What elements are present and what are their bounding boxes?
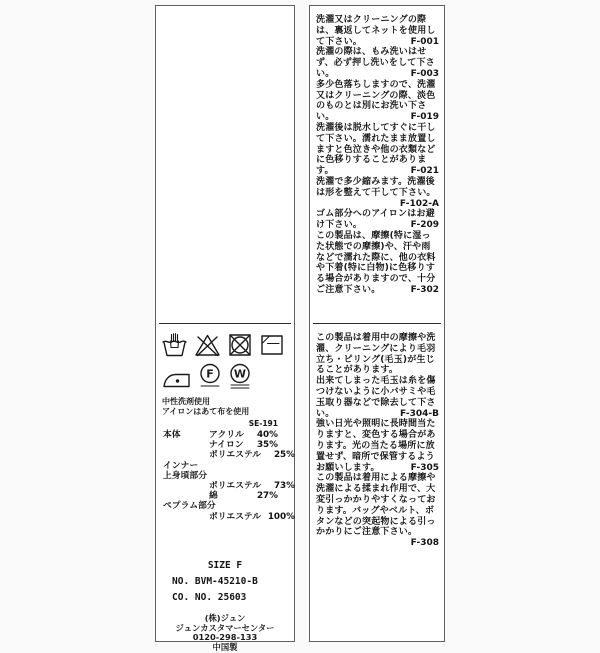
composition-row bbox=[163, 501, 290, 511]
company-name: (株)ジュン bbox=[204, 612, 246, 623]
care-text: この製品は、摩擦(特に湿った状態での摩擦)や、汗や雨などで濡れた際に、他の衣料や下着(特に白物)に色移りする場合がありますので、十分ご注意下さい。 bbox=[316, 230, 436, 295]
care-paragraph bbox=[316, 333, 439, 376]
composition-material: ナイロン bbox=[209, 440, 244, 451]
care-code: F-302 bbox=[410, 284, 439, 295]
iron-cloth-note: アイロンはあて布を使用 bbox=[162, 406, 250, 416]
care-paragraph bbox=[316, 231, 439, 296]
composition-row bbox=[163, 511, 295, 522]
composition-material: 綿 bbox=[209, 491, 218, 502]
do-not-bleach-icon bbox=[194, 332, 221, 358]
care-text-bottom-section bbox=[310, 324, 444, 641]
care-text-top-section bbox=[310, 6, 444, 323]
composition-material: アクリル bbox=[209, 430, 244, 440]
care-symbols-row-2 bbox=[160, 363, 290, 390]
composition-part bbox=[163, 491, 209, 501]
composition-row bbox=[163, 450, 295, 461]
composition-percent: 27% bbox=[256, 491, 278, 502]
care-paragraph bbox=[316, 419, 439, 473]
composition-row bbox=[163, 481, 295, 492]
care-notes bbox=[162, 397, 290, 416]
iron-low-icon bbox=[161, 368, 192, 390]
care-text: 洗濯の際は、もみ洗いはせず、必ず押し洗いをして下さい。 bbox=[316, 47, 435, 79]
composition-percent: 40% bbox=[256, 430, 278, 440]
care-text: 洗濯後は脱水してすぐに干して下さい。濡れたまま放置しますと色泣きや他の衣類などに色移りすることがあります。 bbox=[316, 122, 436, 177]
composition-percent bbox=[244, 501, 278, 511]
composition-row bbox=[163, 491, 290, 501]
composition-row bbox=[163, 440, 290, 450]
composition-percent bbox=[244, 461, 278, 471]
composition-part bbox=[163, 512, 209, 522]
care-code: F-021 bbox=[410, 166, 439, 177]
care-paragraph bbox=[316, 15, 439, 47]
composition-part bbox=[163, 450, 209, 460]
composition-part: 上身頃部分 bbox=[163, 470, 207, 481]
composition-row bbox=[163, 471, 290, 481]
care-paragraph bbox=[316, 177, 439, 209]
do-not-tumble-dry-icon bbox=[227, 332, 253, 358]
svg-text:W: W bbox=[233, 367, 247, 381]
composition-table bbox=[160, 430, 295, 522]
hand-wash-icon bbox=[161, 332, 188, 358]
composition-part bbox=[163, 481, 209, 491]
care-paragraph bbox=[316, 473, 439, 549]
composition-percent: 35% bbox=[256, 440, 278, 451]
phone-number: 0120-298-133 bbox=[192, 632, 258, 643]
care-text: 多少色落ちしますので、洗濯又はクリーニングの際、淡色のものとは別にお洗い下さい。 bbox=[316, 79, 436, 123]
care-code: F-305 bbox=[410, 462, 439, 473]
customer-center: ジュンカスタマーセンター bbox=[175, 622, 275, 633]
care-code: F-019 bbox=[410, 112, 439, 123]
svg-text:F: F bbox=[206, 367, 214, 381]
composition-part: インナー bbox=[163, 460, 199, 471]
composition-material bbox=[209, 501, 244, 511]
care-code: F-308 bbox=[410, 538, 439, 549]
composition-part: ペプラム部分 bbox=[163, 501, 216, 512]
care-code: F-102-A bbox=[399, 198, 439, 209]
ref-code: SE-191 bbox=[248, 419, 278, 428]
company-info bbox=[160, 614, 290, 653]
composition-material: ポリエステル bbox=[209, 481, 261, 492]
composition-row bbox=[163, 430, 290, 440]
composition-percent bbox=[244, 471, 278, 481]
co-number: CO. NO. 25603 bbox=[172, 591, 247, 603]
care-paragraph bbox=[316, 376, 439, 419]
item-number: NO. BVM-45210-B bbox=[172, 575, 258, 587]
care-code: F-209 bbox=[410, 220, 439, 231]
composition-material bbox=[209, 471, 244, 481]
composition-material: ポリエステル bbox=[209, 511, 261, 522]
care-text: 洗濯で多少縮みます。洗濯後は形を整えて干して下さい。 bbox=[316, 176, 436, 198]
dry-clean-f-icon bbox=[198, 363, 222, 390]
care-text: この製品は着用中の摩擦や洗濯、クリーニングにより毛羽立ち・ピリング(毛玉)が生じることがあります。 bbox=[316, 333, 436, 376]
composition-material bbox=[209, 461, 244, 471]
care-text: この製品は着用による摩擦や洗濯による揉まれ作用で、大変引っかかりやすくなっております。バッグやベルト、ボタンなどの突起物による引っかかりにご注意下さい。 bbox=[316, 473, 436, 538]
product-id-block bbox=[160, 558, 290, 606]
composition-percent: 25% bbox=[273, 450, 295, 461]
care-label-right-panel bbox=[309, 5, 445, 642]
care-symbols-row-1 bbox=[160, 332, 290, 358]
flat-dry-in-shade-icon bbox=[259, 332, 285, 358]
care-label-left-panel bbox=[155, 5, 295, 653]
care-text: 洗濯又はクリーニングの際は、裏返してネットを使用して下さい。 bbox=[316, 15, 436, 47]
left-panel-blank-area bbox=[156, 6, 294, 323]
composition-row bbox=[163, 461, 290, 471]
composition-part: 本体 bbox=[163, 430, 181, 440]
care-paragraph bbox=[316, 209, 439, 231]
care-paragraph bbox=[316, 47, 439, 79]
care-code: F-001 bbox=[410, 36, 439, 47]
care-code: F-003 bbox=[410, 68, 439, 79]
composition-material: ポリエステル bbox=[209, 450, 261, 461]
care-text: 強い日光や照明に長時間当たりますと、変色する場合があります。光の当たる場所に放置せず、暗所で保管するようお願いします。 bbox=[316, 419, 436, 473]
care-paragraph bbox=[316, 123, 439, 177]
composition-part bbox=[163, 440, 209, 450]
size-label: SIZE F bbox=[207, 559, 243, 571]
composition-percent: 73% bbox=[273, 481, 295, 492]
wet-clean-w-icon bbox=[228, 363, 252, 390]
detergent-note: 中性洗剤使用 bbox=[162, 397, 210, 406]
care-instructions-section bbox=[156, 324, 294, 653]
care-text: ゴム部分へのアイロンはお避け下さい。 bbox=[316, 209, 435, 231]
care-paragraph bbox=[316, 80, 439, 123]
care-text: 出来てしまった毛玉は糸を傷つけないように小バサミや毛玉取り器などで除去して下さい。 bbox=[316, 376, 436, 419]
composition-percent: 100% bbox=[267, 511, 295, 522]
care-code: F-304-B bbox=[400, 408, 439, 419]
country-of-origin: 中国製 bbox=[212, 642, 238, 653]
